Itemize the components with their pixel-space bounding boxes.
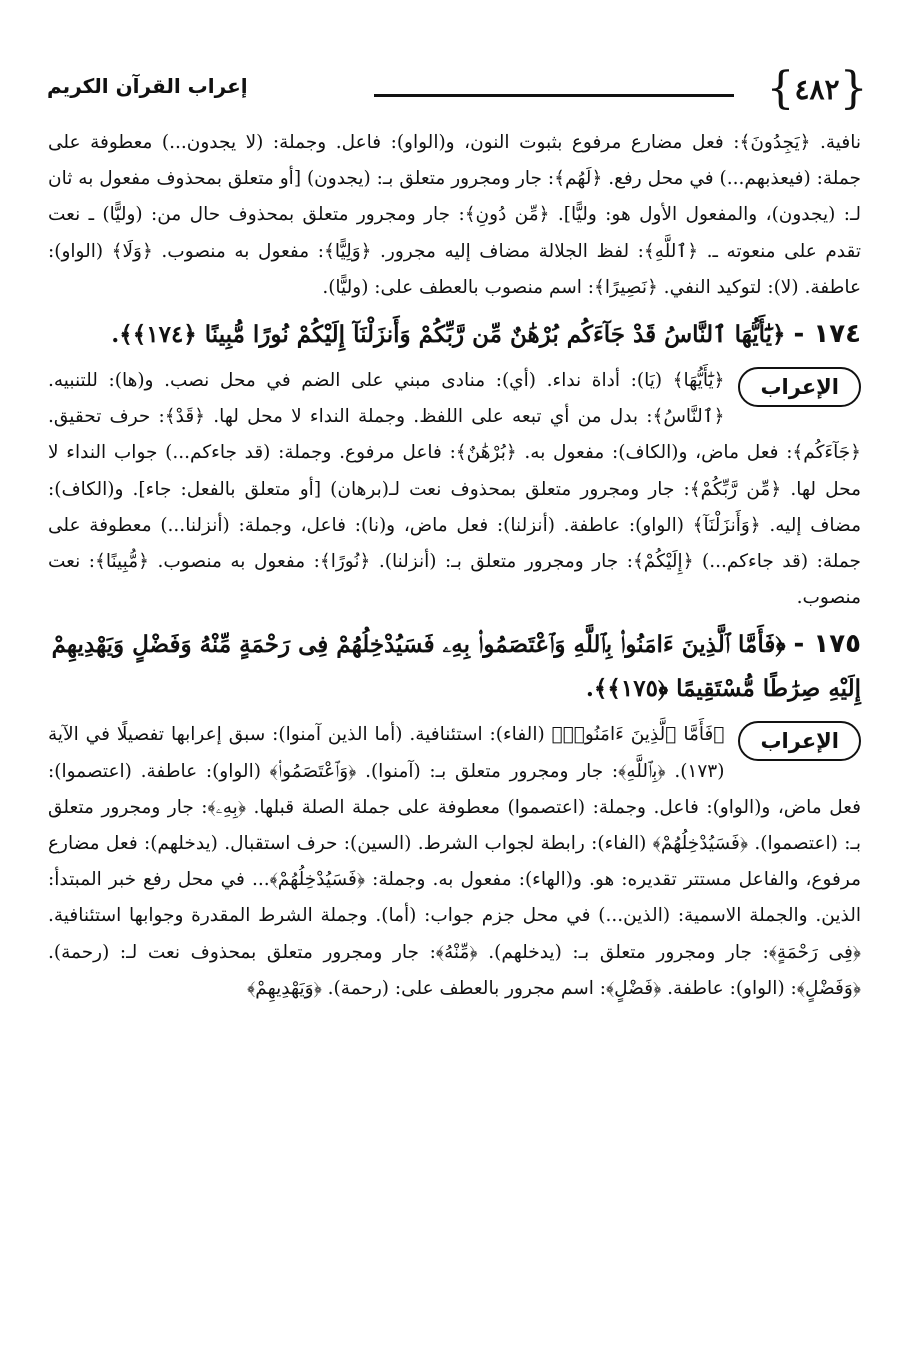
book-title: إعراب القرآن الكريم (47, 74, 248, 98)
irab-block-175 (48, 717, 861, 1007)
verse-text: ﴿يَٰٓأَيُّهَا ٱلنَّاسُ قَدْ جَآءَكُم بُرْهَٰنٌ مِّن رَّبِّكُمْ وَأَنزَلْنَآ إِلَيْكُمْ نُورًا مُّبِينًا ﴿١٧٤﴾﴾. (111, 321, 786, 349)
irab-block-174 (48, 363, 861, 616)
header-rule (374, 94, 734, 97)
verse-175 (48, 622, 861, 711)
verse-number: ١٧٤ - (793, 319, 861, 350)
page-number-frame: { ٤٨٢ } (766, 63, 868, 114)
irab-label-badge: الإعراب (738, 367, 861, 407)
paragraph-irab-175: ﴿فَأَمَّا ٱلَّذِينَ ءَامَنُوا۟﴾ (الفاء): استئنافية. (أما الذين آمنوا): سبق إعرابها تفصيلًا في الآية (١٧٣). ﴿بِٱللَّهِ﴾: جار ومجرور متعلق بـ: (آمنوا). ﴿وَٱعْتَصَمُوا۟﴾ (الواو): عاطفة. (اعتصموا): فعل ماض، و(الواو): فاعل. وجملة: (اعتصموا) معطوفة على جملة الصلة قبلها. ﴿بِهِۦ﴾: جار ومجرور متعلق بـ: (اعتصموا). ﴿فَسَيُدْخِلُهُمْ﴾ (الفاء): رابطة لجواب الشرط. (السين): حرف استقبال. (يدخلهم): فعل مضارع مرفوع، والفاعل مستتر تقديره: هو. و(الهاء): مفعول به. وجملة: ﴿فَسَيُدْخِلُهُمْ﴾... في محل رفع خبر المبتدأ: الذين. والجملة الاسمية: (الذين...) في محل جزم جواب: (أما). وجملة الشرط المقدرة وجوابها استئنافية. ﴿فِى رَحْمَةٍ﴾: جار ومجرور متعلق بـ: (يدخلهم). ﴿مِّنْهُ﴾: جار ومجرور متعلق بمحذوف نعت لـ: (رحمة). ﴿وَفَضْلٍ﴾: (الواو): عاطفة. ﴿فَضْلٍ﴾: اسم مجرور بالعطف على: (رحمة). ﴿وَيَهْدِيهِمْ﴾ (48, 724, 861, 999)
paragraph-continued-analysis: نافية. ﴿يَجِدُونَ﴾: فعل مضارع مرفوع بثبوت النون، و(الواو): فاعل. وجملة: (لا يجدون...) معطوفة على جملة: (فيعذبهم...) في محل رفع. ﴿لَهُم﴾: جار ومجرور متعلق بـ: (يجدون) [أو متعلق بمحذوف مفعول به ثان لـ: (يجدون)، والمفعول الأول هو: وليًّا]. ﴿مِّن دُونِ﴾: جار ومجرور متعلق بمحذوف حال من: (وليًّا) ـ نعت تقدم على منعوته ـ. ﴿ٱللَّهِ﴾: لفظ الجلالة مضاف إليه مجرور. ﴿وَلِيًّا﴾: مفعول به منصوب. ﴿وَلَا﴾ (الواو): عاطفة. (لا): لتوكيد النفي. ﴿نَصِيرًا﴾: اسم منصوب بالعطف على: (وليًّا). (48, 132, 861, 298)
verse-text: ﴿فَأَمَّا ٱلَّذِينَ ءَامَنُوا۟ بِٱللَّهِ وَٱعْتَصَمُوا۟ بِهِۦ فَسَيُدْخِلُهُمْ فِى رَحْمَةٍ مِّنْهُ وَفَضْلٍ وَيَهْدِيهِمْ إِلَيْهِ صِرَٰطًا مُّسْتَقِيمًا ﴿١٧٥﴾﴾. (51, 631, 861, 703)
irab-label-badge: الإعراب (738, 721, 861, 761)
paragraph-irab-174: ﴿يَٰٓأَيُّهَا﴾ (يَا): أداة نداء. (أي): منادى مبني على الضم في محل نصب. و(ها): للتنبيه. ﴿ٱلنَّاسُ﴾: بدل من أي تبعه على اللفظ. وجملة النداء لا محل لها. ﴿قَدْ﴾: حرف تحقيق. ﴿جَآءَكُم﴾: فعل ماض، و(الكاف): مفعول به. ﴿بُرْهَٰنٌ﴾: فاعل مرفوع. وجملة: (قد جاءكم...) جواب النداء لا محل لها. ﴿مِّن رَّبِّكُمْ﴾: جار ومجرور متعلق بمحذوف نعت لـ(برهان) [أو متعلق بالفعل: جاء]. و(الكاف): مضاف إليه. ﴿وَأَنزَلْنَآ﴾ (الواو): عاطفة. (أنزلنا): فعل ماض، و(نا): فاعل، وجملة: (أنزلنا...) معطوفة على جملة: (قد جاءكم...) ﴿إِلَيْكُمْ﴾: جار ومجرور متعلق بـ: (أنزلنا). ﴿نُورًا﴾: مفعول به منصوب. ﴿مُّبِينًا﴾: نعت منصوب. (48, 370, 861, 609)
verse-174 (48, 312, 861, 357)
page-content (48, 125, 861, 1007)
page-number: ٤٨٢ (794, 72, 840, 106)
verse-number: ١٧٥ - (793, 629, 861, 660)
page-header (45, 62, 868, 122)
